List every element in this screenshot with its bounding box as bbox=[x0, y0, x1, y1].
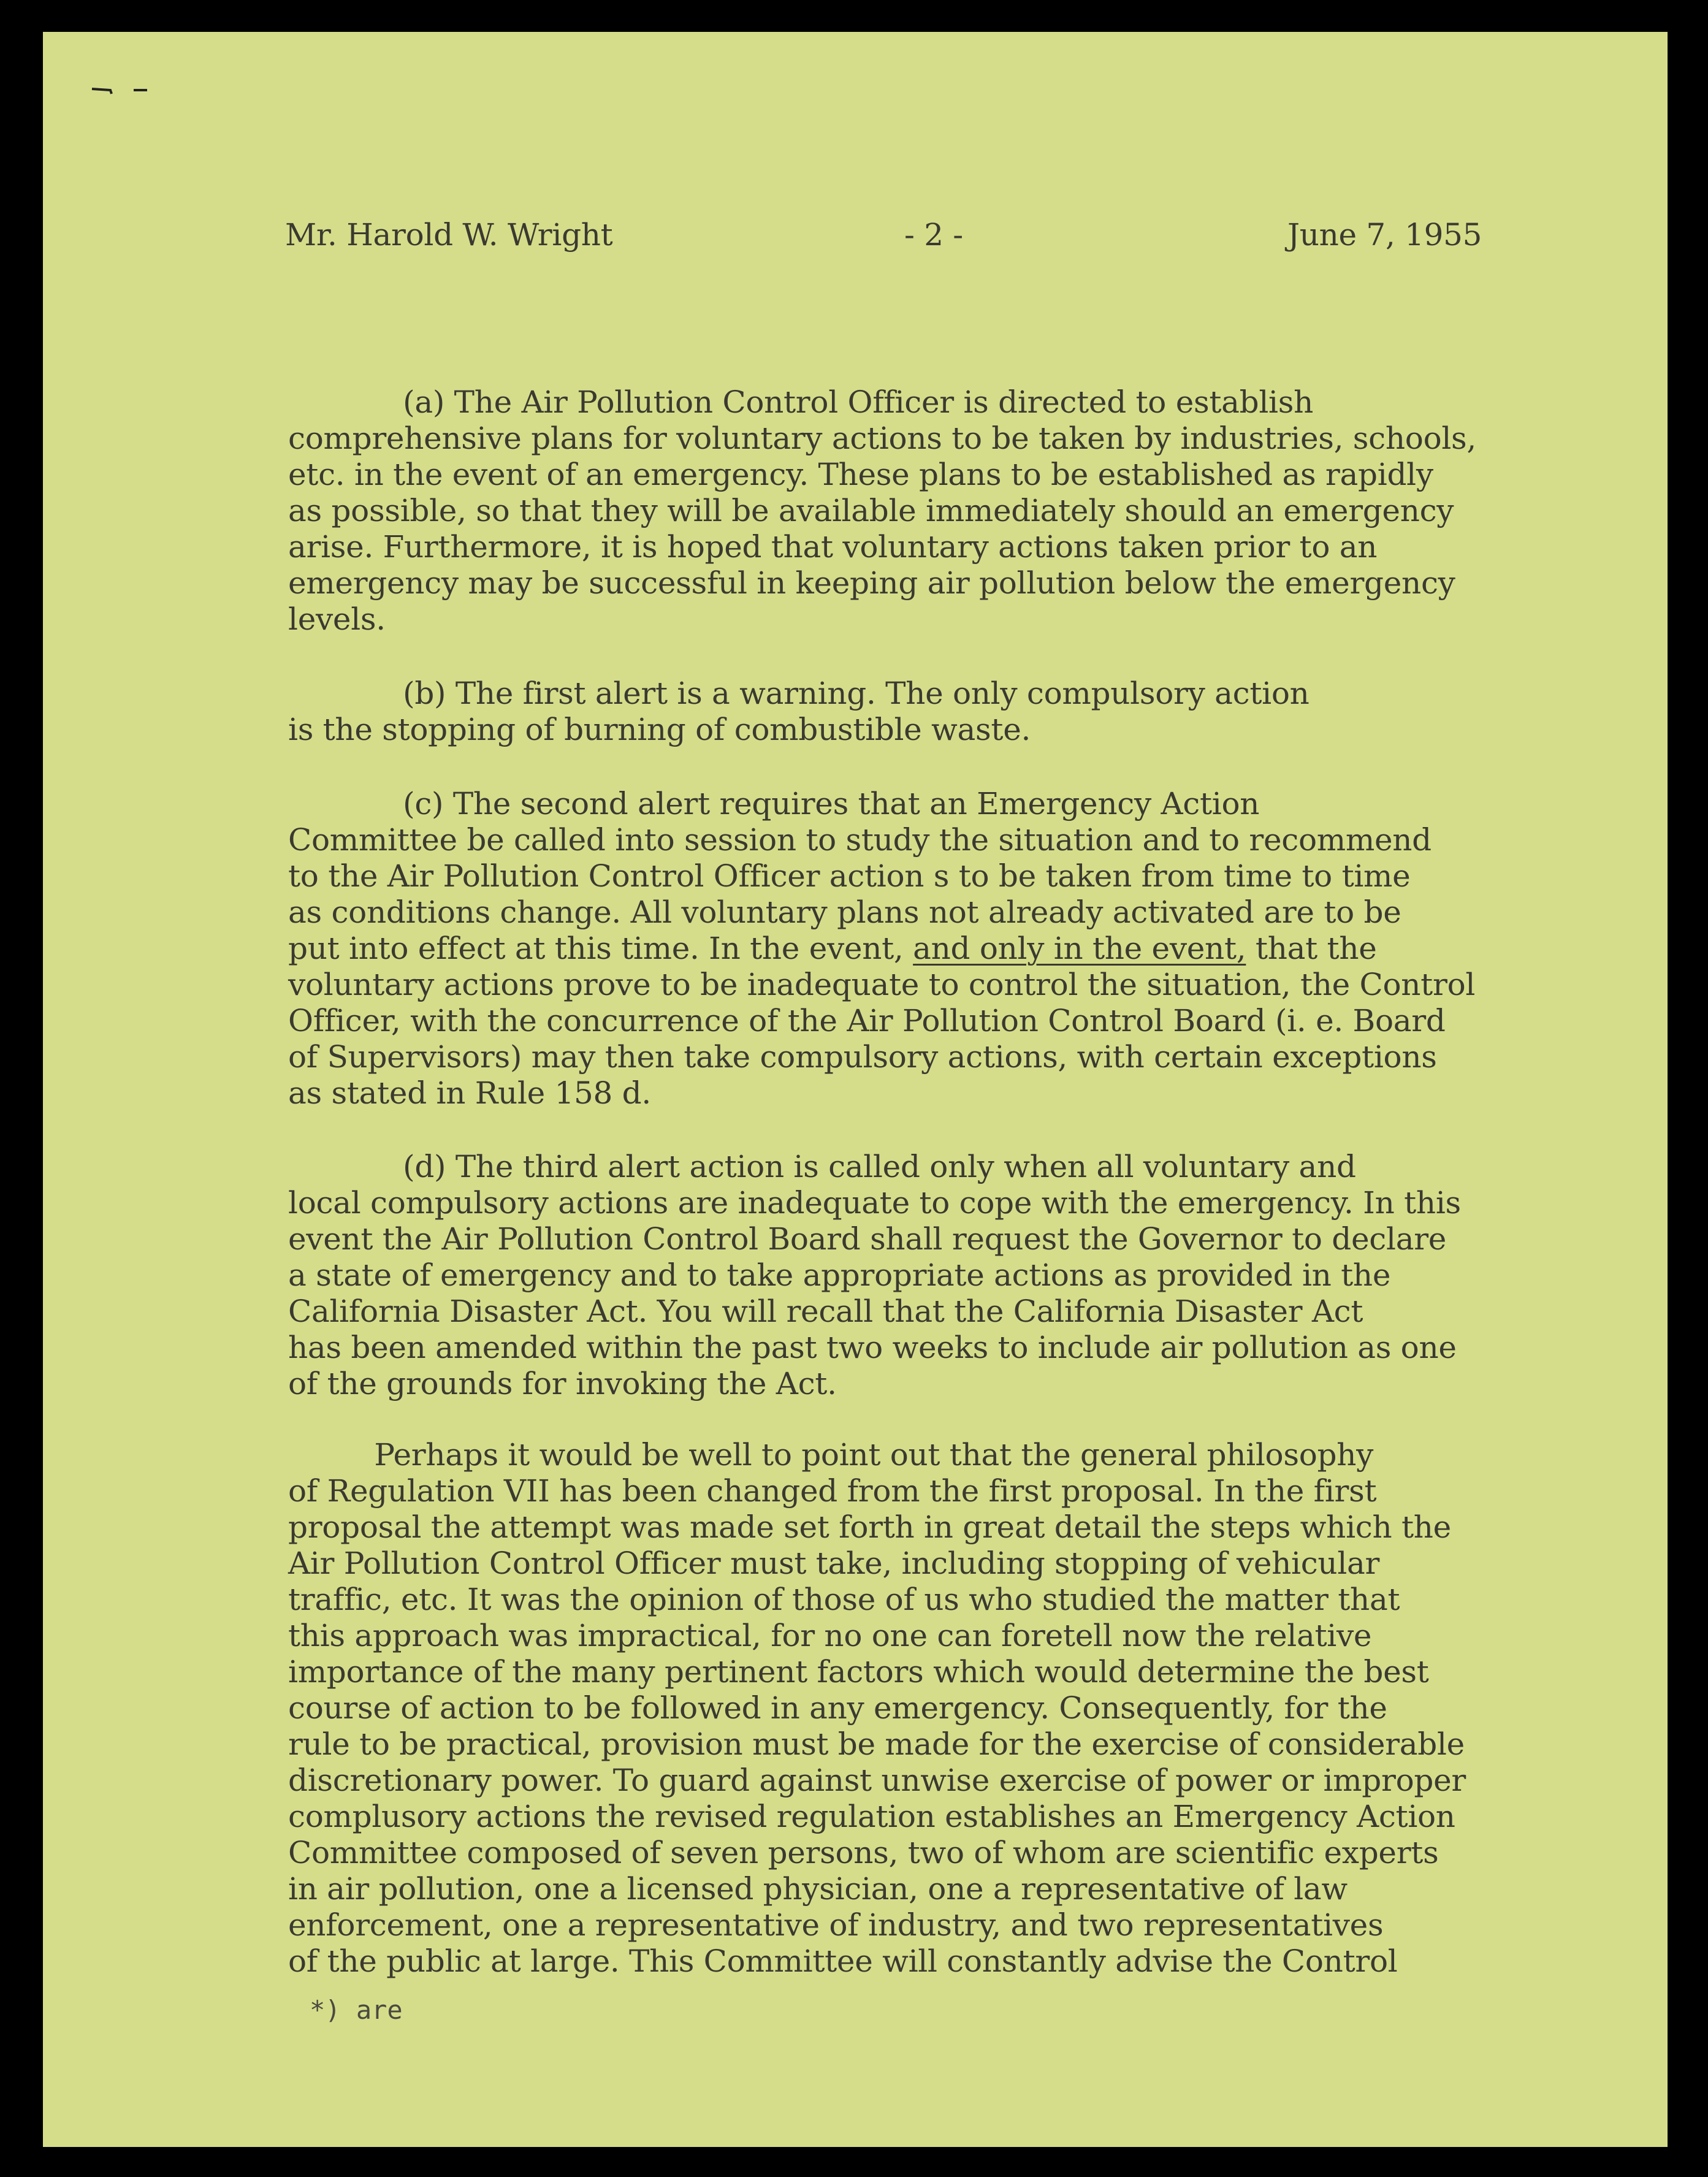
footnote: *) are bbox=[310, 1995, 403, 2025]
paragraph-a: (a) The Air Pollution Control Officer is directed to establish comprehensive plans for voluntary actions to be taken by industries, schools, etc. in the event of an emergency. These plans to be established as rapidly as possible, so that they will be available immediately should an emergency arise. Furthermore, it is hoped that voluntary actions taken prior to an emergency may be successful in keeping air pollution below the emergency levels. bbox=[288, 384, 1477, 637]
addressee: Mr. Harold W. Wright bbox=[285, 217, 613, 253]
paragraph-c bbox=[288, 786, 1563, 1111]
paragraph-b: (b) The first alert is a warning. The only compulsory action is the stopping of burning of combustible waste. bbox=[288, 676, 1310, 747]
letter-page bbox=[43, 32, 1668, 2147]
paragraph-d: (d) The third alert action is called only when all voluntary and local compulsory actions are inadequate to cope with the emergency. In this event the Air Pollution Control Board shall request the Governor to declare a state of emergency and to take appropriate actions as provided in the California Disaster Act. You will recall that the California Disaster Act has been amended within the past two weeks to include air pollution as one of the grounds for invoking the Act. bbox=[288, 1149, 1461, 1401]
paragraph-c-text-1: (c) The second alert requires that an Emergency Action Committee be called into session to study the situation and to recommend to the Air Pollution Control Officer action s to be taken from time to time as conditions change. All voluntary plans not already activated are to be put into effect at this time. In the event, bbox=[288, 786, 1432, 966]
staple-marks-icon bbox=[86, 82, 159, 100]
corner-staple-marks bbox=[86, 78, 159, 106]
underlined-phrase: and only in the event, bbox=[913, 931, 1246, 966]
paragraph-c-text-2: that the voluntary actions prove to be inadequate to control the situation, the Control Officer, with the concurrence of the Air Pollution Control Board (i. e. Board of Supervisors) may then take compulsory actions, with certain exceptions as stated in Rule 158 d. bbox=[288, 931, 1476, 1111]
letter-header bbox=[43, 217, 1668, 260]
paragraph-philosophy: Perhaps it would be well to point out that the general philosophy of Regulation VII has been changed from the first proposal. In the first proposal the attempt was made set forth in great detail the steps which the Air Pollution Control Officer must take, including stopping of vehicular traffic, etc. It was the opinion of those of us who studied the matter that this approach was impractical, for no one can foretell now the relative importance of the many pertinent factors which would determine the best course of action to be followed in any emergency. Consequently, for the rule to be practical, provision must be made for the exercise of considerable discretionary power. To guard against unwise exercise of power or improper complusory actions the revised regulation establishes an Emergency Action Committee composed of seven persons, two of whom are scientific experts in air pollution, one a licensed physician, one a representative of law enforcement, one a representative of industry, and two representatives of the public at large. This Committee will constantly advise the Control bbox=[288, 1437, 1466, 1979]
page-number: - 2 - bbox=[904, 217, 963, 253]
letter-date: June 7, 1955 bbox=[1287, 217, 1482, 253]
